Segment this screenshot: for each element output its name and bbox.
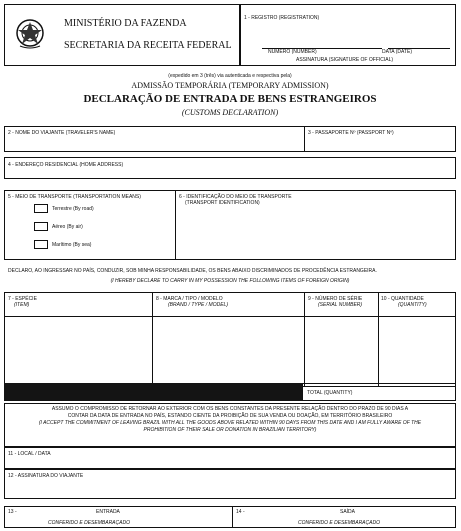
col-serial-sublabel: (SERIAL NUMBER) [318,302,363,308]
traveler-name-label: 2 - NOME DO VIAJANTE (TRAVELER'S NAME) [8,130,116,136]
declaration-statement-en: (I HEREBY DECLARE TO CARRY IN MY POSSESSION THE FOLLOWING ITEMS OF FOREIGN ORIGIN) [110,278,350,284]
col-quantity-label: 10 - QUANTIDADE [381,296,424,302]
passport-label: 3 - PASSAPORTE Nº (PASSPORT Nº) [308,130,394,136]
entry-sublabel: CONFERIDO E DESEMBARAÇADO [48,520,130,526]
ministry-name: MINISTÉRIO DA FAZENDA [64,18,187,29]
place-date-label: 11 - LOCAL / DATA [8,451,51,457]
entry-label: ENTRADA [96,509,120,515]
transport-id-sublabel: (TRANSPORT IDENTIFICATION) [185,200,260,206]
transport-means-label: 5 - MEIO DE TRANSPORTE (TRANSPORTATION MEANS) [8,194,141,200]
customs-declaration-title: (CUSTOMS DECLARATION) [181,108,279,117]
items-table [4,292,456,387]
commitment-line-2: CONTAR DA DATA DE ENTRADA NO PAÍS, ESTANDO CIENTE DA PROIBIÇÃO DE SUA VENDA OU DOAÇÃO, EM TERRITÓRIO BRASILEIRO [67,413,393,419]
temporary-admission-title: ADMISSÃO TEMPORÁRIA (TEMPORARY ADMISSION) [131,81,329,90]
declaration-statement: DECLARO, AO INGRESSAR NO PAÍS, CONDUZIR, SOB MINHA RESPONSABILIDADE, OS BENS ABAIXO DISCRIMINADOS DE PROCEDÊNCIA ESTRANGEIRA. [8,268,377,274]
col-brand-sublabel: (BRAND / TYPE / MODEL) [168,302,229,308]
field-1-label: 1 - REGISTRO (REGISTRATION) [244,15,320,21]
exit-sublabel: CONFERIDO E DESEMBARAÇADO [298,520,380,526]
checkbox-land[interactable] [34,204,48,213]
field-14-number: 14 - [236,509,245,515]
coat-of-arms-emblem [14,16,46,50]
date-label: DATA (DATE) [382,49,412,55]
field-13-number: 13 - [8,509,17,515]
form-header-note: (expedido em 3 (três) via autenticada e respectiva pela) [168,73,292,79]
commitment-line-1: ASSUMO O COMPROMISSO DE RETORNAR AO EXTERIOR COM OS BENS CONSTANTES DA PRESENTE RELAÇÃO DENTRO DO PRAZO DE 90 DIAS A [51,406,409,412]
exit-label: SAÍDA [340,509,356,515]
commitment-line-3: (I ACCEPT THE COMMITMENT OF LEAVING BRAZIL WITH ALL THE GOODS ABOVE RELATED WITHIN 90 DAYS FROM THIS DATE AND I AM FULLY AWARE OF THE [38,420,422,426]
checkbox-sea[interactable] [34,240,48,249]
commitment-line-4: PROHIBITION OF THEIR SALE OR DONATION IN BRAZILIAN TERRITORY) [143,427,317,433]
col-quantity-sublabel: (QUANTITY) [398,302,427,308]
sea-label: Marítimo (By sea) [52,242,92,248]
address-row [4,157,456,179]
secretariat-name: SECRETARIA DA RECEITA FEDERAL [64,40,232,51]
traveler-signature-label: 12 - ASSINATURA DO VIAJANTE [8,473,84,479]
signature-stamp-label: ASSINATURA (SIGNATURE OF OFFICIAL) [296,57,394,63]
col-brand-label: 8 - MARCA / TIPO / MODELO [156,296,223,302]
checkbox-air[interactable] [34,222,48,231]
declaration-title: DECLARAÇÃO DE ENTRADA DE BENS ESTRANGEIROS [83,93,377,105]
place-date-row [4,447,456,469]
transport-id-label: 6 - IDENTIFICAÇÃO DO MEIO DE TRANSPORTE [179,194,292,200]
address-label: 4 - ENDEREÇO RESIDENCIAL (HOME ADDRESS) [8,162,124,168]
total-label: TOTAL (QUANTITY) [307,390,353,396]
col-species-label: 7 - ESPÉCIE [8,296,37,302]
air-label: Aéreo (By air) [52,224,83,230]
col-species-sublabel: (ITEM) [14,302,30,308]
number-label: NÚMERO (NUMBER) [268,49,317,55]
land-label: Terrestre (By road) [52,206,94,212]
col-serial-label: 9 - NÚMERO DE SÉRIE [308,296,363,302]
redacted-bar [4,383,302,401]
